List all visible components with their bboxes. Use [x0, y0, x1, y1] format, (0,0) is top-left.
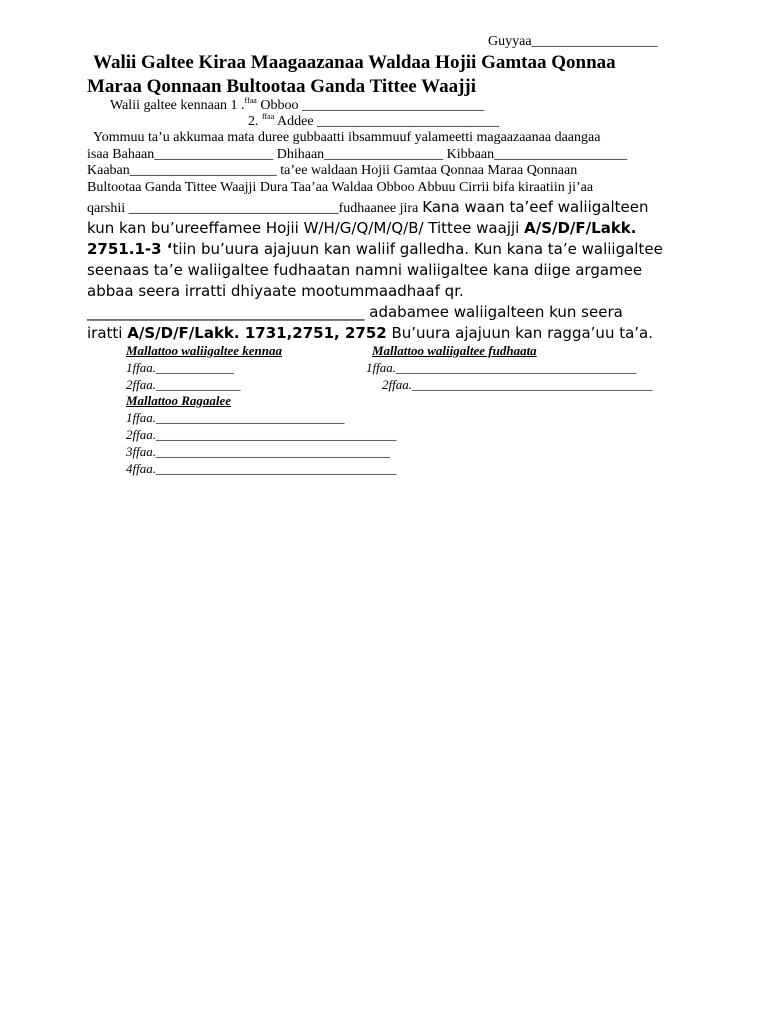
- witness-signature-4: 4ffaa._____________________________________: [126, 461, 397, 476]
- body-line-11-end: Bu’uura ajajuun kan ragga’uu ta’a.: [386, 324, 654, 342]
- receiver-signature-header: Mallattoo waliigaltee fudhaata: [372, 343, 537, 358]
- date-field: Guyyaa__________________: [488, 34, 658, 49]
- receiver-signature-2: 2ffaa._____________________________________: [382, 377, 653, 392]
- body-line-6: [87, 219, 636, 237]
- giver-signature-header: Mallattoo waliigaltee kennaa: [126, 343, 283, 358]
- receiver-signature-1: 1ffaa._____________________________________: [366, 360, 637, 375]
- body-line-5: [87, 198, 648, 217]
- body-line-4: Bultootaa Ganda Tittee Waajji Dura Taa’aa Waldaa Obboo Abbuu Cirrii bifa kiraatiin ji’aa: [87, 180, 594, 195]
- body-line-2: isaa Bahaan_________________ Dhihaan_________________ Kibbaan___________________: [87, 147, 628, 162]
- document-title-line-1: Walii Galtee Kiraa Maagaazanaa Waldaa Hojii Gamtaa Qonnaa: [93, 52, 616, 73]
- body-line-6-text: kun kan bu’ureeffamee Hojii W/H/G/Q/M/Q/B/ Tittee waajji: [87, 219, 520, 237]
- renter-line-2: [248, 112, 499, 130]
- giver-signature-2: 2ffaa._____________: [126, 377, 241, 392]
- body-line-9: abbaa seera irratti dhiyaate mootummaadhaaf qr.: [87, 282, 464, 300]
- document-title-line-2: Maraa Qonnaan Bultootaa Ganda Tittee Waajji: [87, 76, 477, 97]
- reference-number-1-cont: 2751.1-3 ‘: [87, 240, 173, 258]
- ordinal-superscript: ffaa: [244, 96, 257, 105]
- reference-number-2: A/S/D/F/Lakk. 1731,2751, 2752: [127, 324, 387, 342]
- witness-signature-3: 3ffaa.____________________________________: [126, 444, 390, 459]
- body-line-5-tail: Kana waan ta’eef waliigalteen: [422, 198, 649, 216]
- witness-signature-1: 1ffaa._____________________________: [126, 410, 345, 425]
- rent-amount-field: qarshii ______________________________fudhaanee jira: [87, 201, 419, 216]
- renter-intro: Walii galtee kennaan 1 .: [110, 98, 245, 113]
- renter-1-field: Obboo __________________________: [260, 98, 484, 113]
- witness-signature-2: 2ffaa._____________________________________: [126, 427, 397, 442]
- reference-number-1: A/S/D/F/Lakk.: [524, 219, 637, 237]
- body-line-1: Yommuu ta’u akkumaa mata duree gubbaatti ibsammuuf yalameetti magaazaanaa daangaa: [93, 130, 601, 145]
- renter-2-number: 2.: [248, 114, 259, 129]
- witnesses-header: Mallattoo Ragaalee: [126, 393, 232, 408]
- ordinal-superscript: ffaa: [262, 112, 275, 121]
- body-line-3: Kaaban_____________________ ta’ee waldaan Hojii Gamtaa Qonnaa Maraa Qonnaan: [87, 163, 578, 178]
- giver-signature-1: 1ffaa.____________: [126, 360, 234, 375]
- body-line-7: [87, 240, 663, 258]
- renter-2-field: Addee __________________________: [277, 114, 500, 129]
- body-line-11-start: iratti: [87, 324, 123, 342]
- body-line-7-text: tiin bu’uura ajajuun kan waliif galledha. Kun kana ta’e waliigaltee: [172, 240, 663, 258]
- body-line-8: seenaas ta’e waliigaltee fudhaatan namni waliigaltee kana diige argamee: [87, 261, 643, 279]
- body-line-10: _____________________________________ adabamee waliigalteen kun seera: [87, 303, 623, 321]
- body-line-11: [87, 324, 653, 342]
